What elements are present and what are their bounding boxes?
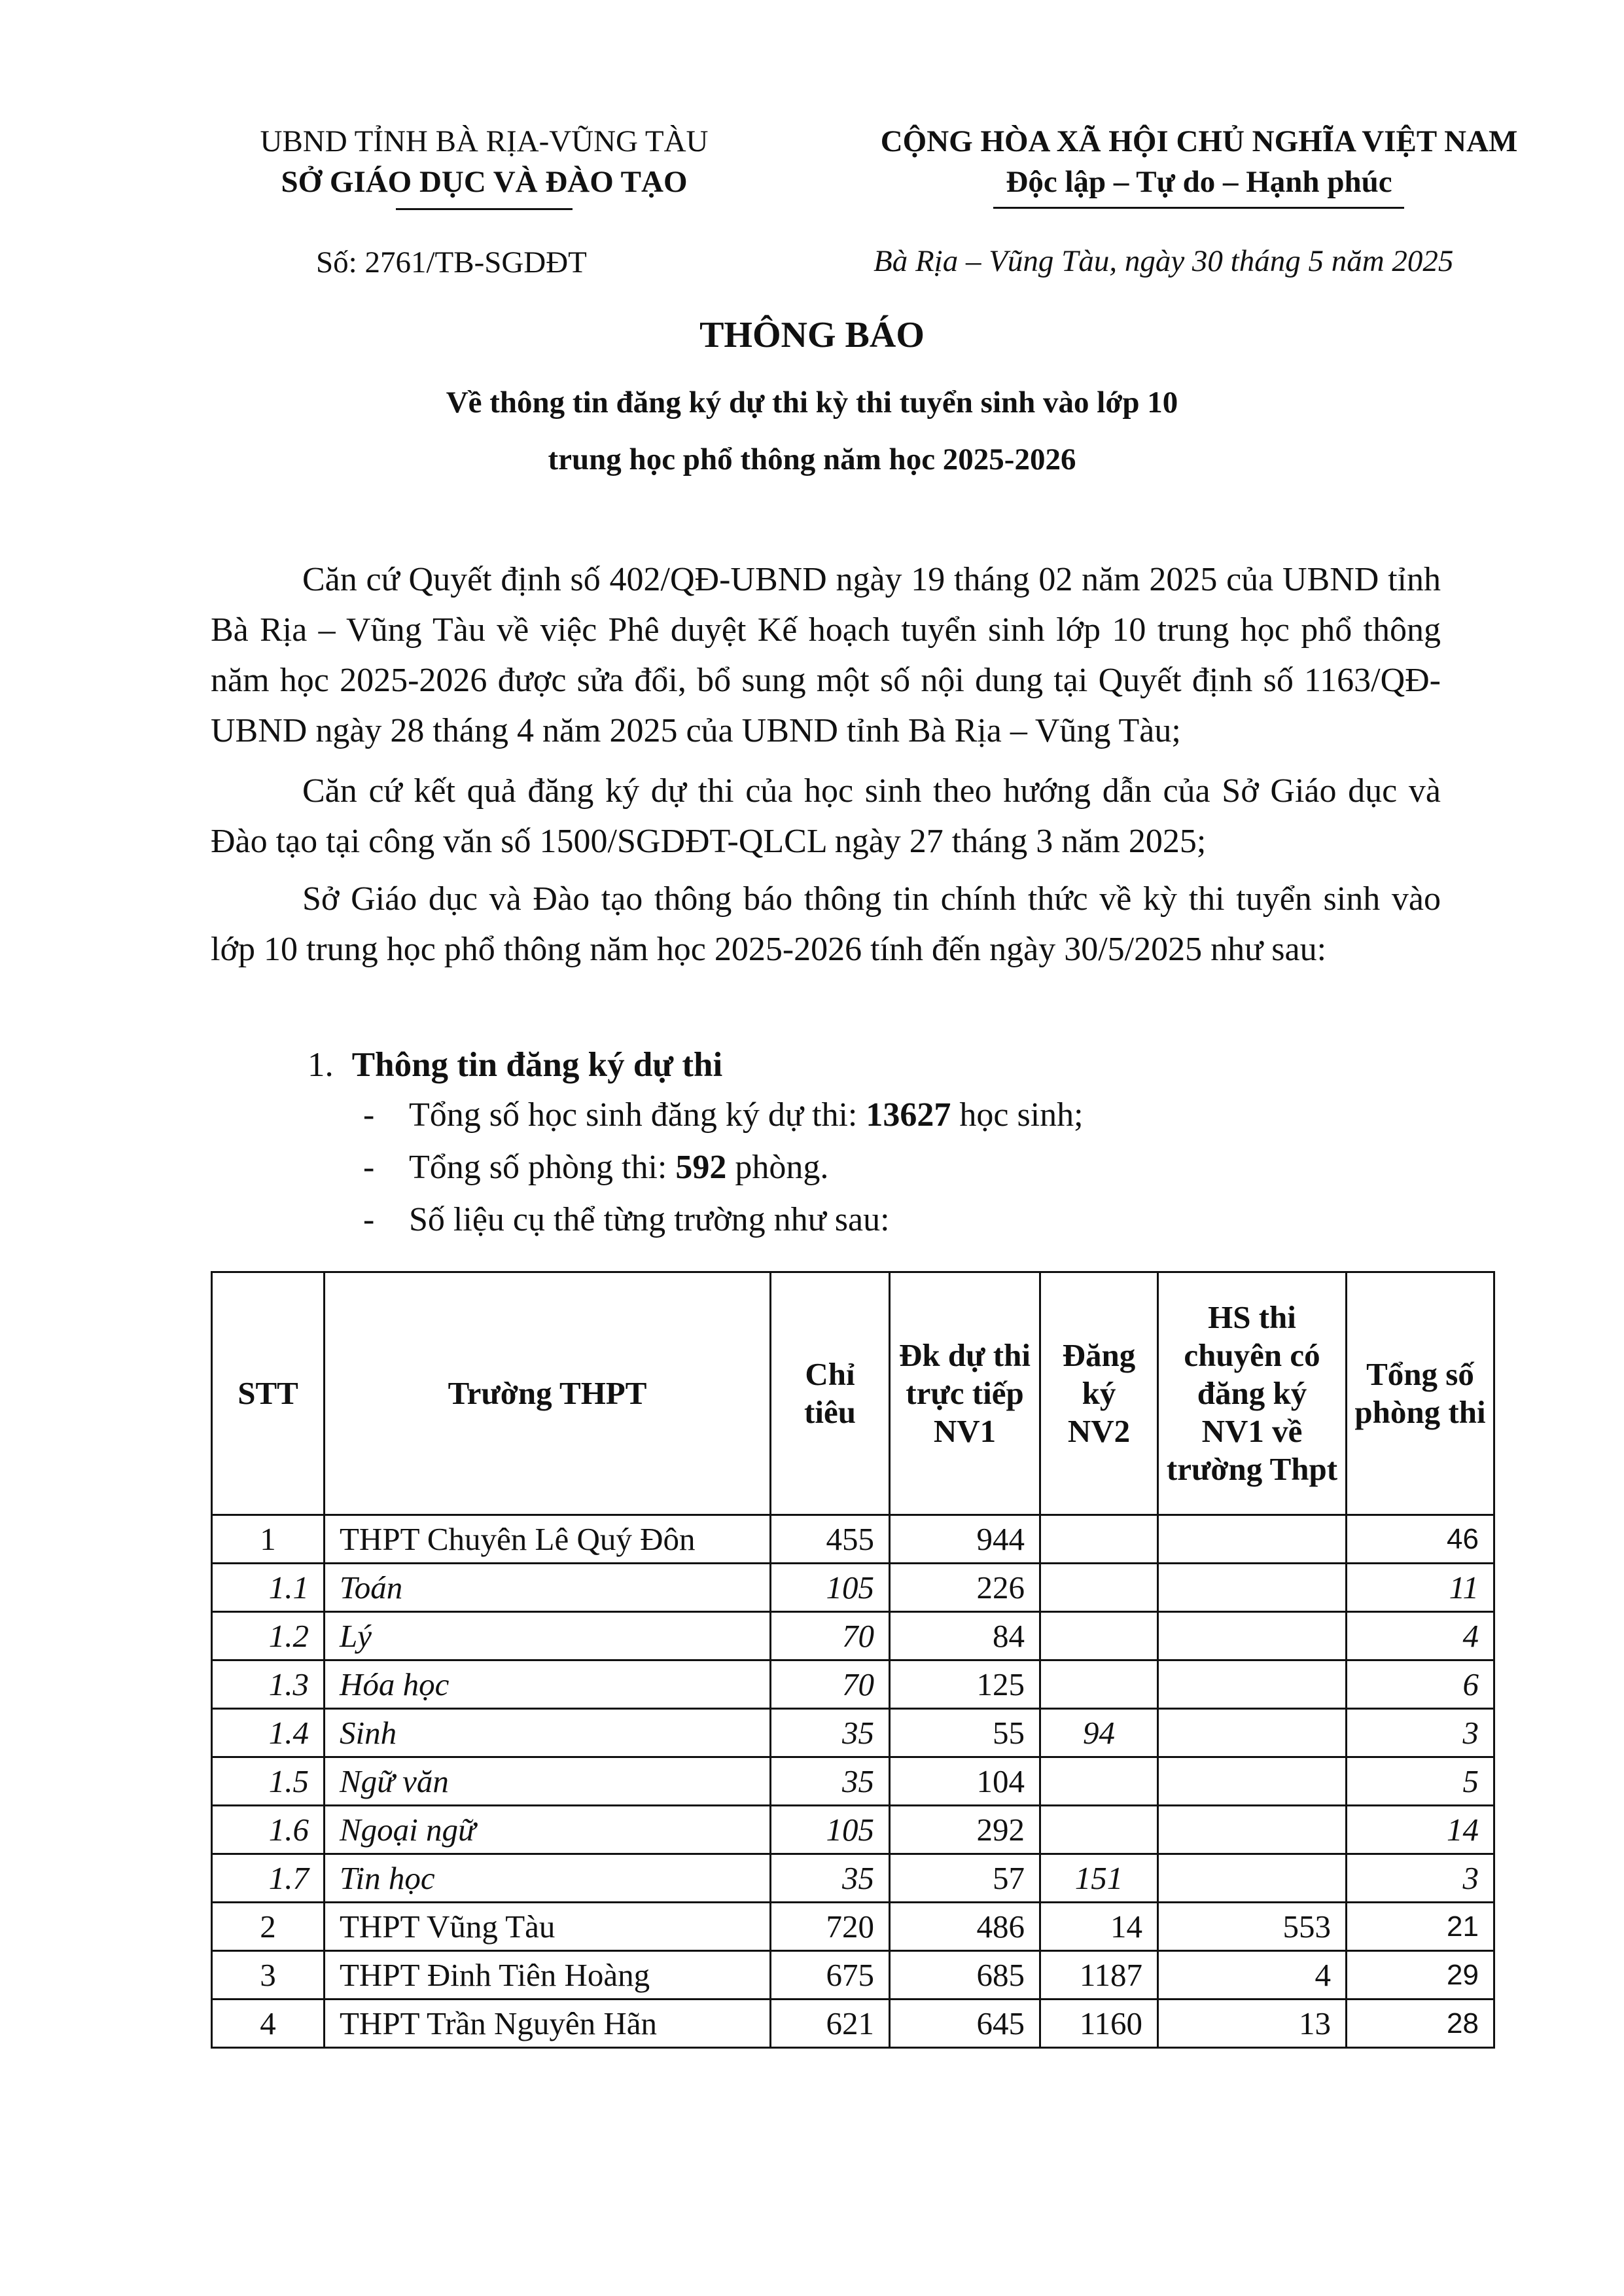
bullet-text: phòng. xyxy=(726,1149,829,1186)
cell-school: Sinh xyxy=(325,1709,771,1757)
bullet-dash: - xyxy=(363,1149,375,1186)
cell-specialized xyxy=(1158,1709,1347,1757)
registration-table xyxy=(211,1271,1495,2049)
cell-school: Hóa học xyxy=(325,1660,771,1709)
cell-stt: 1.5 xyxy=(212,1757,325,1806)
cell-specialized xyxy=(1158,1515,1347,1564)
agency-name: UBND TỈNH BÀ RỊA-VŨNG TÀU xyxy=(260,124,709,158)
cell-stt: 1.2 xyxy=(212,1612,325,1660)
cell-quota: 675 xyxy=(771,1951,890,2000)
table-row xyxy=(212,1564,1494,1612)
cell-nv1: 486 xyxy=(890,1903,1040,1951)
table-row xyxy=(212,1854,1494,1903)
header-specialized: HS thi chuyên có đăng ký NV1 về trường Thpt xyxy=(1158,1272,1347,1515)
cell-quota: 105 xyxy=(771,1564,890,1612)
cell-rooms: 29 xyxy=(1347,1951,1494,2000)
cell-specialized xyxy=(1158,1757,1347,1806)
paragraph-announcement: Sở Giáo dục và Đào tạo thông báo thông tin chính thức về kỳ thi tuyển sinh vào lớp 10 trung học phổ thông năm học 2025-2026 tính đến ngày 30/5/2025 như sau: xyxy=(211,880,1441,968)
total-rooms-value: 592 xyxy=(675,1149,727,1186)
cell-nv1: 292 xyxy=(890,1806,1040,1854)
cell-nv1: 57 xyxy=(890,1854,1040,1903)
section-title: Thông tin đăng ký dự thi xyxy=(351,1046,723,1084)
cell-nv2 xyxy=(1040,1660,1158,1709)
header-quota: Chỉ tiêu xyxy=(771,1272,890,1515)
bullet-text: Tổng số học sinh đăng ký dự thi: xyxy=(409,1096,866,1134)
cell-school: THPT Chuyên Lê Quý Đôn xyxy=(325,1515,771,1564)
cell-stt: 1.4 xyxy=(212,1709,325,1757)
cell-quota: 455 xyxy=(771,1515,890,1564)
cell-school: THPT Vũng Tàu xyxy=(325,1903,771,1951)
table-row xyxy=(212,1757,1494,1806)
cell-nv1: 944 xyxy=(890,1515,1040,1564)
cell-rooms: 46 xyxy=(1347,1515,1494,1564)
table-row xyxy=(212,2000,1494,2048)
cell-stt: 1 xyxy=(212,1515,325,1564)
bullet-total-rooms xyxy=(363,1148,828,1187)
bullet-details xyxy=(363,1200,890,1239)
header-stt: STT xyxy=(212,1272,325,1515)
section-1-heading xyxy=(308,1045,722,1085)
table-row xyxy=(212,1951,1494,2000)
document-title: THÔNG BÁO xyxy=(699,315,925,355)
cell-school: Toán xyxy=(325,1564,771,1612)
table-header-row xyxy=(212,1272,1494,1515)
cell-quota: 35 xyxy=(771,1854,890,1903)
cell-stt: 3 xyxy=(212,1951,325,2000)
cell-rooms: 11 xyxy=(1347,1564,1494,1612)
department-name: SỞ GIÁO DỤC VÀ ĐÀO TẠO xyxy=(281,165,688,199)
cell-nv1: 226 xyxy=(890,1564,1040,1612)
cell-nv1: 125 xyxy=(890,1660,1040,1709)
cell-quota: 70 xyxy=(771,1660,890,1709)
cell-stt: 1.1 xyxy=(212,1564,325,1612)
cell-quota: 35 xyxy=(771,1757,890,1806)
cell-nv1: 55 xyxy=(890,1709,1040,1757)
cell-rooms: 14 xyxy=(1347,1806,1494,1854)
cell-specialized xyxy=(1158,1612,1347,1660)
cell-specialized: 553 xyxy=(1158,1903,1347,1951)
table-row xyxy=(212,1903,1494,1951)
cell-stt: 1.3 xyxy=(212,1660,325,1709)
section-number: 1. xyxy=(308,1046,334,1084)
cell-quota: 35 xyxy=(771,1709,890,1757)
national-title: CỘNG HÒA XÃ HỘI CHỦ NGHĨA VIỆT NAM xyxy=(880,124,1518,158)
cell-school: THPT Trần Nguyên Hãn xyxy=(325,2000,771,2048)
cell-school: Ngoại ngữ xyxy=(325,1806,771,1854)
document-date: Bà Rịa – Vũng Tàu, ngày 30 tháng 5 năm 2025 xyxy=(874,244,1454,278)
table-row xyxy=(212,1709,1494,1757)
cell-quota: 621 xyxy=(771,2000,890,2048)
table-row xyxy=(212,1515,1494,1564)
bullet-text: Tổng số phòng thi: xyxy=(409,1149,676,1186)
cell-rooms: 28 xyxy=(1347,2000,1494,2048)
cell-nv1: 685 xyxy=(890,1951,1040,2000)
cell-nv1: 84 xyxy=(890,1612,1040,1660)
cell-nv2: 94 xyxy=(1040,1709,1158,1757)
header-nv2: Đăng ký NV2 xyxy=(1040,1272,1158,1515)
cell-rooms: 3 xyxy=(1347,1709,1494,1757)
cell-nv2: 1187 xyxy=(1040,1951,1158,2000)
cell-quota: 720 xyxy=(771,1903,890,1951)
paragraph-legal-basis-1: Căn cứ Quyết định số 402/QĐ-UBND ngày 19 tháng 02 năm 2025 của UBND tỉnh Bà Rịa – Vũng Tàu về việc Phê duyệt Kế hoạch tuyển sinh lớp 10 trung học phổ thông năm học 2025-2026 được sửa đổi, bổ sung một số nội dung tại Quyết định số 1163/QĐ-UBND ngày 28 tháng 4 năm 2025 của UBND tỉnh Bà Rịa – Vũng Tàu; xyxy=(211,561,1441,749)
bullet-text: học sinh; xyxy=(951,1096,1084,1134)
cell-nv2 xyxy=(1040,1564,1158,1612)
cell-rooms: 4 xyxy=(1347,1612,1494,1660)
document-subtitle-line1: Về thông tin đăng ký dự thi kỳ thi tuyển sinh vào lớp 10 xyxy=(446,386,1178,420)
header-school: Trường THPT xyxy=(325,1272,771,1515)
bullet-dash: - xyxy=(363,1096,375,1134)
cell-nv2 xyxy=(1040,1757,1158,1806)
cell-nv2: 151 xyxy=(1040,1854,1158,1903)
cell-rooms: 21 xyxy=(1347,1903,1494,1951)
cell-nv1: 104 xyxy=(890,1757,1040,1806)
paragraph-legal-basis-2: Căn cứ kết quả đăng ký dự thi của học sinh theo hướng dẫn của Sở Giáo dục và Đào tạo tại công văn số 1500/SGDĐT-QLCL ngày 27 tháng 3 năm 2025; xyxy=(211,772,1441,860)
header-rooms: Tổng số phòng thi xyxy=(1347,1272,1494,1515)
cell-school: Tin học xyxy=(325,1854,771,1903)
bullet-text: Số liệu cụ thể từng trường như sau: xyxy=(409,1201,890,1238)
department-underline xyxy=(396,208,573,210)
cell-specialized xyxy=(1158,1564,1347,1612)
cell-specialized xyxy=(1158,1806,1347,1854)
cell-nv2: 1160 xyxy=(1040,2000,1158,2048)
cell-specialized xyxy=(1158,1660,1347,1709)
total-students-value: 13627 xyxy=(866,1096,951,1134)
cell-stt: 1.7 xyxy=(212,1854,325,1903)
table-row xyxy=(212,1806,1494,1854)
document-subtitle-line2: trung học phổ thông năm học 2025-2026 xyxy=(548,442,1076,476)
cell-nv2 xyxy=(1040,1612,1158,1660)
cell-nv2 xyxy=(1040,1515,1158,1564)
cell-quota: 105 xyxy=(771,1806,890,1854)
cell-stt: 1.6 xyxy=(212,1806,325,1854)
cell-stt: 2 xyxy=(212,1903,325,1951)
cell-rooms: 5 xyxy=(1347,1757,1494,1806)
cell-nv2: 14 xyxy=(1040,1903,1158,1951)
cell-quota: 70 xyxy=(771,1612,890,1660)
cell-specialized xyxy=(1158,1854,1347,1903)
bullet-dash: - xyxy=(363,1201,375,1238)
motto-underline xyxy=(993,207,1404,209)
cell-school: Lý xyxy=(325,1612,771,1660)
cell-nv2 xyxy=(1040,1806,1158,1854)
cell-school: Ngữ văn xyxy=(325,1757,771,1806)
cell-specialized: 4 xyxy=(1158,1951,1347,2000)
cell-school: THPT Đinh Tiên Hoàng xyxy=(325,1951,771,2000)
cell-rooms: 6 xyxy=(1347,1660,1494,1709)
cell-rooms: 3 xyxy=(1347,1854,1494,1903)
header-nv1: Đk dự thi trực tiếp NV1 xyxy=(890,1272,1040,1515)
cell-specialized: 13 xyxy=(1158,2000,1347,2048)
table-row xyxy=(212,1660,1494,1709)
cell-stt: 4 xyxy=(212,2000,325,2048)
national-motto: Độc lập – Tự do – Hạnh phúc xyxy=(1006,165,1392,199)
document-number: Số: 2761/TB-SGDĐT xyxy=(316,245,587,279)
bullet-total-students xyxy=(363,1096,1084,1134)
cell-nv1: 645 xyxy=(890,2000,1040,2048)
table-row xyxy=(212,1612,1494,1660)
